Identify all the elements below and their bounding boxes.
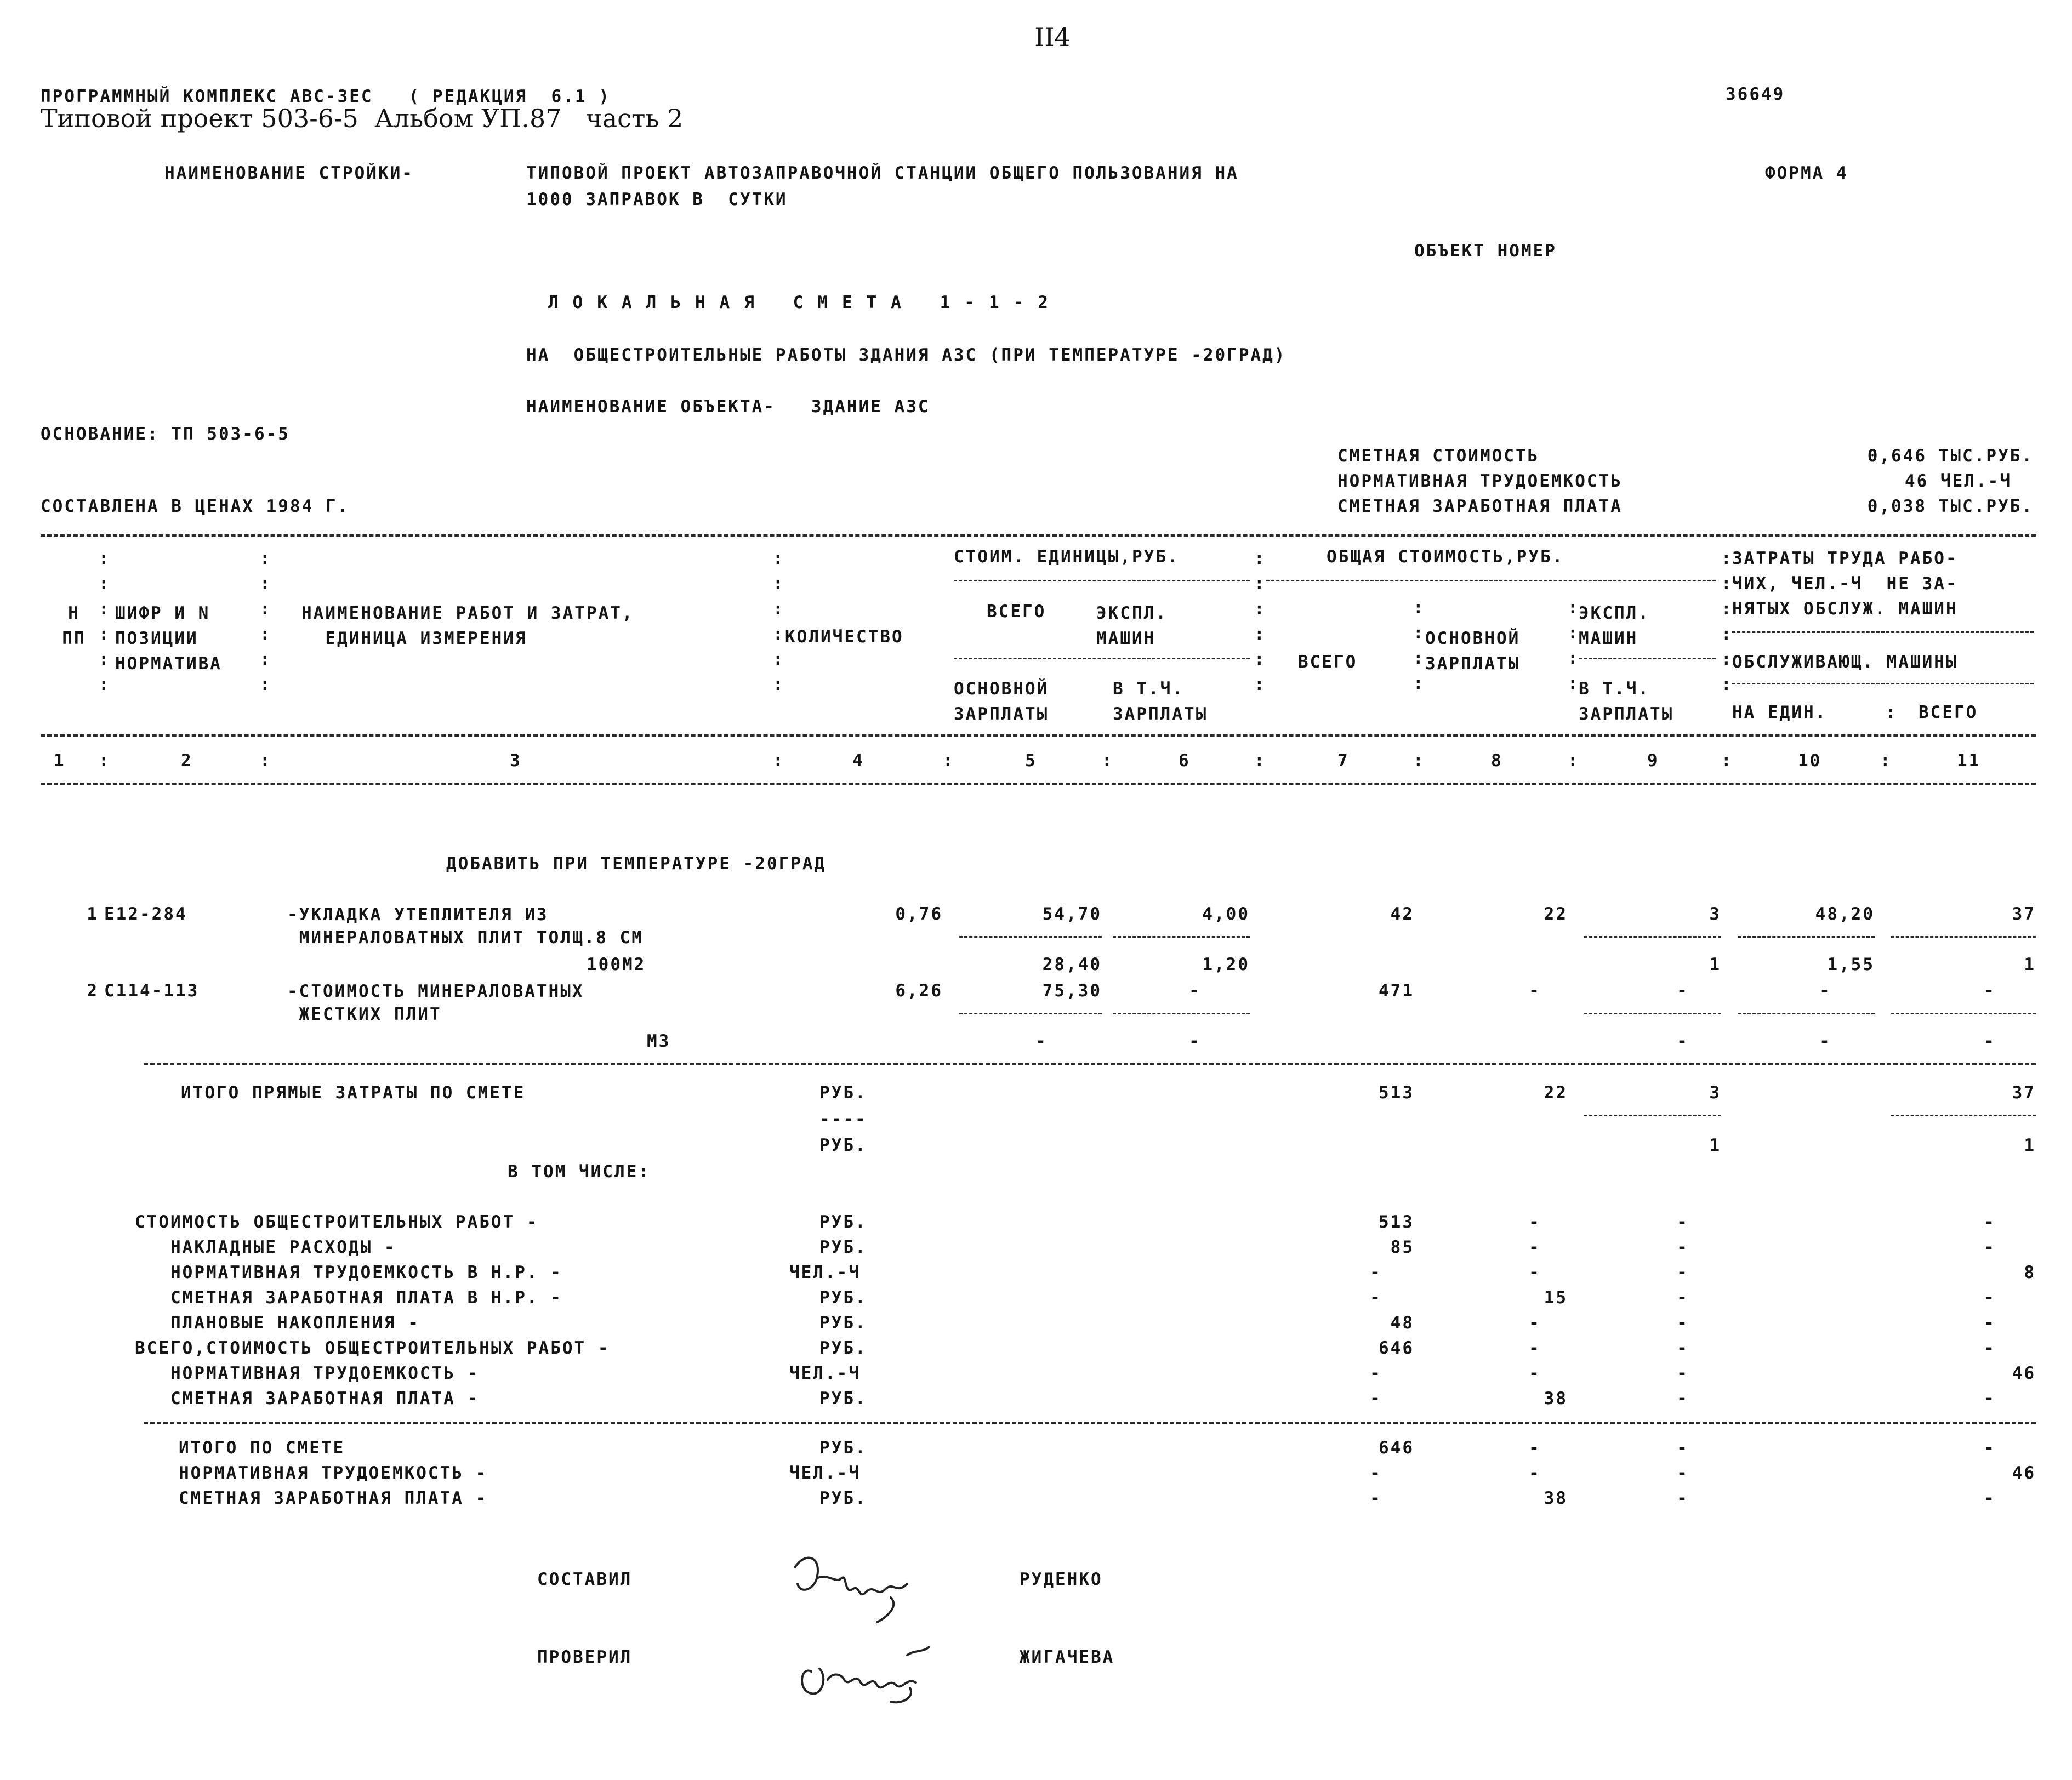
item-machine-salary: 1: [1709, 955, 1721, 974]
header-top-rule: [41, 534, 2036, 537]
breakdown-unit: РУБ.: [819, 1212, 867, 1232]
item-number: 1: [87, 904, 99, 924]
compiled-signature: [784, 1545, 926, 1628]
breakdown-unit: ЧЕЛ.-Ч: [789, 1263, 861, 1282]
direct-costs-total: 513: [1379, 1083, 1414, 1103]
item-total: 471: [1379, 981, 1414, 1001]
col-number-8: 8: [1491, 751, 1503, 771]
breakdown-total: -: [1370, 1288, 1382, 1308]
item-machines: -: [1677, 981, 1689, 1001]
breakdown-labor: -: [1984, 1389, 1996, 1408]
item-labor-unit-machine: 1,55: [1827, 955, 1875, 974]
item-unit-machines: 4,00: [1202, 904, 1250, 924]
breakdown-salary: 38: [1544, 1389, 1568, 1408]
direct-costs-unit-2: РУБ.: [819, 1136, 867, 1155]
breakdown-salary: -: [1529, 1363, 1541, 1383]
price-base: СОСТАВЛЕНА В ЦЕНАХ 1984 Г.: [41, 497, 350, 516]
totals-label: ИТОГО ПО СМЕТЕ: [179, 1438, 345, 1458]
item-unit-total: 75,30: [1042, 981, 1102, 1001]
breakdown-labor: 8: [2024, 1263, 2036, 1282]
checked-by-label: ПРОВЕРИЛ: [537, 1647, 633, 1667]
breakdown-machines: -: [1677, 1237, 1689, 1257]
totals-total: -: [1370, 1463, 1382, 1483]
item-name: -СТОИМОСТЬ МИНЕРАЛОВАТНЫХ ЖЕСТКИХ ПЛИТ: [287, 982, 584, 1024]
header-separators-b: : : : : : :: [260, 549, 272, 694]
compiled-by-label: СОСТАВИЛ: [537, 1570, 633, 1589]
header-separators-a: : : : : : :: [99, 549, 111, 694]
item-salary: 22: [1544, 904, 1568, 924]
breakdown-label: НОРМАТИВНАЯ ТРУДОЕМКОСТЬ -: [135, 1363, 480, 1383]
header-per-unit: НА ЕДИН.: [1732, 703, 1828, 722]
item-total: 42: [1390, 904, 1414, 924]
item-labor-total: 37: [2012, 904, 2036, 924]
item-unit-salary: 28,40: [1042, 955, 1102, 974]
document-code: 36649: [1726, 84, 1785, 104]
item-number: 2: [87, 981, 99, 1001]
summary-value-3: 0,038 ТЫС.РУБ.: [1867, 497, 2034, 516]
breakdown-label: НОРМАТИВНАЯ ТРУДОЕМКОСТЬ В Н.Р. -: [135, 1263, 562, 1282]
col-number-11: 11: [1957, 751, 1981, 771]
breakdown-salary: -: [1529, 1212, 1541, 1232]
header-labor-machines: ОБСЛУЖИВАЮЩ. МАШИНЫ: [1732, 652, 1958, 672]
item-labor-total: -: [1984, 981, 1996, 1001]
totals-salary: -: [1529, 1463, 1541, 1483]
breakdown-unit: РУБ.: [819, 1313, 867, 1333]
breakdown-salary: -: [1529, 1313, 1541, 1333]
project-line: Типовой проект 503-6-5 Альбом УП.87 часть 2: [41, 104, 684, 133]
col-number-7: 7: [1337, 751, 1350, 771]
breakdown-machines: -: [1677, 1263, 1689, 1282]
item-code: С114-113: [104, 981, 200, 1001]
header-labor-total: ВСЕГО: [1919, 703, 1978, 722]
breakdown-unit: РУБ.: [819, 1338, 867, 1358]
item-unit-salary: -: [1035, 1031, 1048, 1051]
breakdown-unit: РУБ.: [819, 1237, 867, 1257]
estimate-page: II4 ПРОГРАММНЫЙ КОМПЛЕКС АВС-3ЕС ( РЕДАКЦИЯ 6.1 ) 36649 Типовой проект 503-6-5 Альбом УП.87 часть 2 НАИМЕНОВАНИЕ СТРОЙКИ- ТИПОВОЙ ПРОЕКТ АВТОЗАПРАВОЧНОЙ СТАНЦИИ ОБЩЕГО ПОЛЬЗОВАНИЯ НА 1000 ЗАПРАВОК В СУТКИ ФОРМА 4 ОБЪЕКТ НОМЕР ЛОКАЛЬНАЯ СМЕТА 1-1-2 НА ОБЩЕСТРОИТЕЛЬНЫЕ РАБОТЫ ЗДАНИЯ АЗС (ПРИ ТЕМПЕРАТУРЕ -20ГРАД) НАИМЕНОВАНИЕ ОБЪЕКТА- ЗДАНИЕ АЗС ОСНОВАНИЕ: ТП 503-6-5 СМЕТНАЯ СТОИМОСТЬ НОРМАТИВНАЯ ТРУДОЕМКОСТЬ СМЕТНАЯ ЗАРАБОТНАЯ ПЛАТА 0,646 ТЫС.РУБ. 46 ЧЕЛ.-Ч 0,038 ТЫС.РУБ. СОСТАВЛЕНА В ЦЕНАХ 1984 Г. : : : : : : : : : : : : : : : : : : : : : : : : : : : : : : : : : : : : : : Н ПП ШИФР И N ПОЗИЦИИ НОРМАТИВА НАИМЕНОВАНИЕ РАБОТ И ЗАТРАТ, ЕДИНИЦА ИЗМЕРЕНИЯ КОЛИЧЕСТВО СТОИМ. ЕДИНИЦЫ,РУБ. ВСЕГО ЭКСПЛ. МАШИН ОСНОВНОЙ ЗАРПЛАТЫ В Т.Ч. ЗАРПЛАТЫ ОБЩАЯ СТОИМОСТЬ,РУБ. ВСЕГО ОСНОВНОЙ ЗАРПЛАТЫ ЭКСПЛ. МАШИН В Т.Ч. ЗАРПЛАТЫ ЗАТРАТЫ ТРУДА РАБО- ЧИХ, ЧЕЛ.-Ч НЕ ЗА- НЯТЫХ ОБСЛУЖ. МАШИН ОБСЛУЖИВАЮЩ. МАШИНЫ НА ЕДИН. : ВСЕГО 1 : 2 : 3 : 4 : 5 : 6 : 7 : 8 : 9 : 10 : 11 ДОБАВИТЬ ПРИ ТЕМПЕРАТУРЕ -20ГРАД 1 Е12-284 -УКЛАДКА УТЕПЛИТЕЛЯ ИЗ МИНЕРАЛОВАТНЫХ ПЛИТ ТОЛЩ.8 СМ 100М2 0,76 54,70 4,00 42 22 3 48,20 37 28,40 1,20 1 1,55 1 2 С114-113 -СТОИМОСТЬ МИНЕРАЛОВАТНЫХ ЖЕСТКИХ ПЛИТ М3 6,26 75,30 - 471 - - - - - - - - - ИТОГО ПРЯМЫЕ ЗАТРАТЫ ПО СМЕТЕ РУБ. ---- РУБ. 513 22 3 37 1 1 В ТОМ ЧИСЛЕ: СТОИМОСТЬ ОБЩЕСТРОИТЕЛЬНЫХ РАБОТ - РУБ. 513 - - - НАКЛАДНЫЕ РАСХОДЫ - РУБ. 85 - - - НОРМАТИВНАЯ ТРУДОЕМКОСТЬ В Н.Р. - ЧЕЛ.-Ч - - - 8 СМЕТНАЯ ЗАРАБОТНАЯ ПЛАТА В Н.Р. - РУБ. - 15 - - ПЛАНОВЫЕ НАКОПЛЕНИЯ - РУБ. 48 - - - ВСЕГО,СТОИМОСТЬ ОБЩЕСТРОИТЕЛЬНЫХ РАБОТ - РУБ. 646 - - - НОРМАТИВНАЯ ТРУДОЕМКОСТЬ - ЧЕЛ.-Ч - - - 46 СМЕТНАЯ ЗАРАБОТНАЯ ПЛАТА - РУБ. - 38 - - ИТОГО ПО СМЕТЕ РУБ. 646 - - - НОРМАТИВНАЯ ТРУДОЕМКОСТЬ - ЧЕЛ.-Ч - - - 46 СМЕТНАЯ ЗАРАБОТНАЯ ПЛАТА - РУБ. - 38 - - СОСТАВИЛ РУДЕНКО ПРОВЕРИЛ ЖИГАЧЕВА: [0, 0, 2072, 1780]
totals-machines: -: [1677, 1438, 1689, 1458]
totals-label: НОРМАТИВНАЯ ТРУДОЕМКОСТЬ -: [179, 1463, 488, 1483]
breakdown-labor: -: [1984, 1338, 1996, 1358]
compiled-by-name: РУДЕНКО: [1020, 1570, 1103, 1589]
summary-label-2: НОРМАТИВНАЯ ТРУДОЕМКОСТЬ: [1337, 471, 1623, 491]
summary-label-3: СМЕТНАЯ ЗАРАБОТНАЯ ПЛАТА: [1337, 497, 1623, 516]
totals-total: 646: [1379, 1438, 1414, 1458]
col-number-10: 10: [1798, 751, 1822, 771]
item-code: Е12-284: [104, 904, 187, 924]
header-total-cost: ОБЩАЯ СТОИМОСТЬ,РУБ.: [1327, 547, 1564, 567]
item-unit-machines: -: [1189, 981, 1201, 1001]
breakdown-total: 513: [1379, 1212, 1414, 1232]
estimate-title: ЛОКАЛЬНАЯ СМЕТА 1-1-2: [548, 293, 1062, 312]
breakdown-salary: 15: [1544, 1288, 1568, 1308]
totals-machines: -: [1677, 1488, 1689, 1508]
totals-label: СМЕТНАЯ ЗАРАБОТНАЯ ПЛАТА -: [179, 1488, 488, 1508]
totals-labor: 46: [2012, 1463, 2036, 1483]
breakdown-total: 85: [1390, 1237, 1414, 1257]
breakdown-machines: -: [1677, 1288, 1689, 1308]
direct-costs-unit: РУБ.: [819, 1083, 867, 1103]
breakdown-label: ВСЕГО,СТОИМОСТЬ ОБЩЕСТРОИТЕЛЬНЫХ РАБОТ -: [135, 1338, 610, 1358]
totals-total: -: [1370, 1488, 1382, 1508]
breakdown-salary: -: [1529, 1237, 1541, 1257]
item-name: -УКЛАДКА УТЕПЛИТЕЛЯ ИЗ МИНЕРАЛОВАТНЫХ ПЛИТ ТОЛЩ.8 СМ: [287, 905, 644, 948]
estimate-basis: ОСНОВАНИЕ: ТП 503-6-5: [41, 424, 290, 444]
construction-name-1: ТИПОВОЙ ПРОЕКТ АВТОЗАПРАВОЧНОЙ СТАНЦИИ ОБЩЕГО ПОЛЬЗОВАНИЯ НА: [526, 163, 1239, 183]
breakdown-label: НАКЛАДНЫЕ РАСХОДЫ -: [135, 1237, 396, 1257]
header-unit-machine-salary: В Т.Ч. ЗАРПЛАТЫ: [1113, 679, 1208, 724]
header-separators-d: : : : : : :: [1254, 549, 1266, 694]
item-labor-unit-machine: -: [1819, 1031, 1831, 1051]
breakdown-unit: РУБ.: [819, 1288, 867, 1308]
section-title: ДОБАВИТЬ ПРИ ТЕМПЕРАТУРЕ -20ГРАД: [446, 854, 827, 874]
totals-unit: РУБ.: [819, 1438, 867, 1458]
breakdown-label: ПЛАНОВЫЕ НАКОПЛЕНИЯ -: [135, 1313, 420, 1333]
breakdown-label: СМЕТНАЯ ЗАРАБОТНАЯ ПЛАТА -: [135, 1389, 480, 1408]
breakdown-machines: -: [1677, 1212, 1689, 1232]
col-number-4: 4: [852, 751, 864, 771]
breakdown-total: 646: [1379, 1338, 1414, 1358]
object-number: ОБЪЕКТ НОМЕР: [1414, 241, 1557, 261]
header-unit-cost: СТОИМ. ЕДИНИЦЫ,РУБ.: [954, 547, 1180, 567]
breakdown-label: СТОИМОСТЬ ОБЩЕСТРОИТЕЛЬНЫХ РАБОТ -: [135, 1212, 539, 1232]
header-norm-code: ШИФР И N ПОЗИЦИИ НОРМАТИВА: [115, 603, 222, 674]
col-number-5: 5: [1025, 751, 1037, 771]
breakdown-machines: -: [1677, 1363, 1689, 1383]
col-number-9: 9: [1647, 751, 1659, 771]
totals-labor: -: [1984, 1438, 1996, 1458]
totals-labor: -: [1984, 1488, 1996, 1508]
item-unit-total: 54,70: [1042, 904, 1102, 924]
summary-value-2: 46 ЧЕЛ.-Ч: [1905, 471, 2012, 491]
item-machine-salary: -: [1677, 1031, 1689, 1051]
item-labor-total-machine: -: [1984, 1031, 1996, 1051]
checked-by-name: ЖИГАЧЕВА: [1020, 1647, 1115, 1667]
col-number-6: 6: [1179, 751, 1191, 771]
including-label: В ТОМ ЧИСЛЕ:: [508, 1162, 650, 1182]
construction-label: НАИМЕНОВАНИЕ СТРОЙКИ-: [164, 163, 414, 183]
breakdown-labor: -: [1984, 1212, 1996, 1232]
item-labor-unit: 48,20: [1815, 904, 1875, 924]
summary-label-1: СМЕТНАЯ СТОИМОСТЬ: [1337, 446, 1540, 466]
header-machines: ЭКСПЛ. МАШИН: [1579, 603, 1650, 648]
totals-machines: -: [1677, 1463, 1689, 1483]
totals-unit: ЧЕЛ.-Ч: [789, 1463, 861, 1483]
header-row-number: Н ПП: [62, 603, 86, 648]
direct-costs-dash: ----: [819, 1109, 867, 1129]
item-salary: -: [1529, 981, 1541, 1001]
header-unit-machines: ЭКСПЛ. МАШИН: [1096, 603, 1168, 648]
header-mid-rule: [41, 734, 2036, 737]
header-separators-g: : : : : : :: [1721, 549, 1733, 694]
header-separators-c: : : : : : :: [773, 549, 785, 694]
breakdown-labor: -: [1984, 1313, 1996, 1333]
page-number: II4: [1034, 22, 1071, 52]
checked-signature: [789, 1639, 943, 1710]
header-unit-total: ВСЕГО: [987, 602, 1046, 621]
form-number: ФОРМА 4: [1765, 163, 1848, 183]
item-unit: М3: [647, 1031, 671, 1051]
breakdown-labor: -: [1984, 1237, 1996, 1257]
item-unit-machine-salary: -: [1189, 1031, 1201, 1051]
breakdown-machines: -: [1677, 1338, 1689, 1358]
header-salary: ОСНОВНОЙ ЗАРПЛАТЫ: [1425, 629, 1521, 674]
totals-unit: РУБ.: [819, 1488, 867, 1508]
direct-costs-machines: 3: [1709, 1083, 1721, 1103]
construction-name-2: 1000 ЗАПРАВОК В СУТКИ: [526, 190, 788, 209]
breakdown-salary: -: [1529, 1263, 1541, 1282]
breakdown-label: СМЕТНАЯ ЗАРАБОТНАЯ ПЛАТА В Н.Р. -: [135, 1288, 562, 1308]
header-work-name: НАИМЕНОВАНИЕ РАБОТ И ЗАТРАТ, ЕДИНИЦА ИЗМЕРЕНИЯ: [301, 603, 634, 648]
header-total: ВСЕГО: [1298, 652, 1358, 672]
totals-rule: [144, 1422, 2036, 1424]
col-number-1: 1: [54, 751, 66, 771]
item-quantity: 6,26: [895, 981, 943, 1001]
totals-salary: 38: [1544, 1488, 1568, 1508]
program-line: ПРОГРАММНЫЙ КОМПЛЕКС АВС-3ЕС ( РЕДАКЦИЯ 6.1 ): [41, 87, 611, 106]
direct-costs-label: ИТОГО ПРЯМЫЕ ЗАТРАТЫ ПО СМЕТЕ: [181, 1083, 526, 1103]
breakdown-total: 48: [1390, 1313, 1414, 1333]
item-unit: 100М2: [587, 955, 646, 974]
direct-costs-machine-salary: 1: [1709, 1136, 1721, 1155]
breakdown-total: -: [1370, 1263, 1382, 1282]
breakdown-labor: 46: [2012, 1363, 2036, 1383]
breakdown-unit: ЧЕЛ.-Ч: [789, 1363, 861, 1383]
object-name: НАИМЕНОВАНИЕ ОБЪЕКТА- ЗДАНИЕ АЗС: [526, 397, 930, 417]
breakdown-total: -: [1370, 1389, 1382, 1408]
item-labor-unit: -: [1819, 981, 1831, 1001]
item-machines: 3: [1709, 904, 1721, 924]
breakdown-total: -: [1370, 1363, 1382, 1383]
col-number-2: 2: [181, 751, 193, 771]
direct-costs-labor: 37: [2012, 1083, 2036, 1103]
direct-costs-salary: 22: [1544, 1083, 1568, 1103]
estimate-subtitle: НА ОБЩЕСТРОИТЕЛЬНЫЕ РАБОТЫ ЗДАНИЯ АЗС (ПРИ ТЕМПЕРАТУРЕ -20ГРАД): [526, 345, 1287, 365]
header-separators-f: : : : :: [1568, 598, 1580, 693]
header-separators-e: : : : :: [1413, 598, 1425, 693]
col-number-3: 3: [510, 751, 522, 771]
header-quantity: КОЛИЧЕСТВО: [785, 627, 904, 647]
header-bottom-rule: [41, 783, 2036, 785]
items-bottom-rule: [144, 1063, 2036, 1065]
header-machine-salary: В Т.Ч. ЗАРПЛАТЫ: [1579, 679, 1674, 724]
item-quantity: 0,76: [895, 904, 943, 924]
summary-value-1: 0,646 ТЫС.РУБ.: [1867, 446, 2034, 466]
item-unit-machine-salary: 1,20: [1202, 955, 1250, 974]
header-labor: ЗАТРАТЫ ТРУДА РАБО- ЧИХ, ЧЕЛ.-Ч НЕ ЗА- НЯТЫХ ОБСЛУЖ. МАШИН: [1732, 549, 1958, 619]
breakdown-machines: -: [1677, 1389, 1689, 1408]
header-unit-salary: ОСНОВНОЙ ЗАРПЛАТЫ: [954, 679, 1049, 724]
totals-salary: -: [1529, 1438, 1541, 1458]
item-labor-total-machine: 1: [2024, 955, 2036, 974]
breakdown-unit: РУБ.: [819, 1389, 867, 1408]
header-labor-sep: :: [1886, 703, 1898, 722]
breakdown-labor: -: [1984, 1288, 1996, 1308]
breakdown-machines: -: [1677, 1313, 1689, 1333]
breakdown-salary: -: [1529, 1338, 1541, 1358]
direct-costs-labor-machines: 1: [2024, 1136, 2036, 1155]
